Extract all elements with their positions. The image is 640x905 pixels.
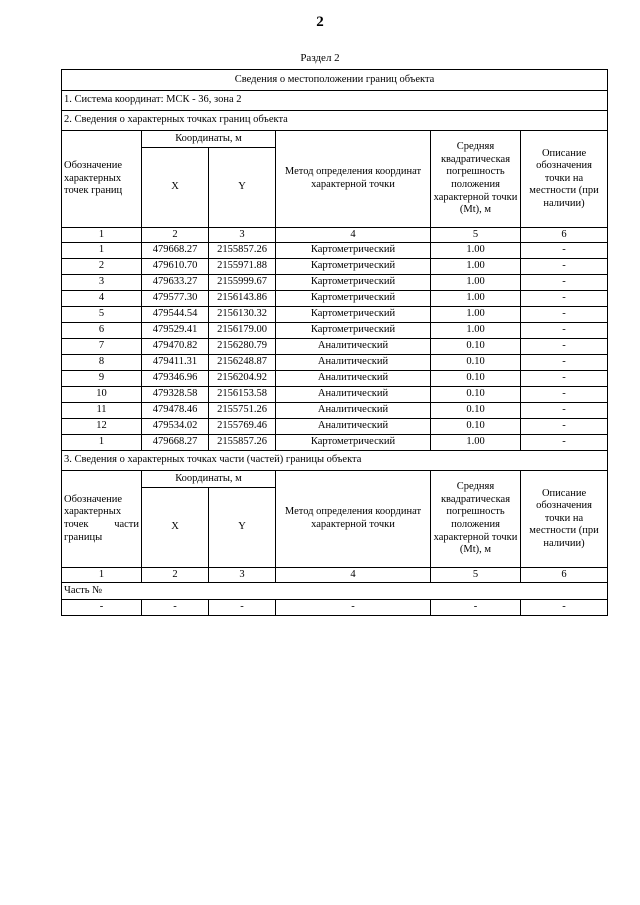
- description-cell: -: [521, 403, 608, 419]
- point-number-cell: -: [62, 600, 142, 616]
- table-row: [62, 403, 608, 419]
- point-number-cell: 7: [62, 339, 142, 355]
- column-number: 4: [276, 568, 431, 583]
- table-row: [62, 307, 608, 323]
- description-cell: -: [521, 355, 608, 371]
- error-cell: 1.00: [431, 275, 521, 291]
- method-cell: Картометрический: [276, 275, 431, 291]
- header-part-method: Метод определения координат характерной точки: [276, 471, 431, 568]
- column-number: 1: [62, 228, 142, 243]
- column-number: 2: [142, 228, 209, 243]
- description-cell: -: [521, 419, 608, 435]
- error-cell: 0.10: [431, 339, 521, 355]
- header-description: Описание обозначения точки на местности (при наличии): [521, 131, 608, 228]
- column-number: 2: [142, 568, 209, 583]
- error-cell: 0.10: [431, 419, 521, 435]
- point-number-cell: 3: [62, 275, 142, 291]
- description-cell: -: [521, 371, 608, 387]
- error-cell: 1.00: [431, 307, 521, 323]
- point-number-cell: 9: [62, 371, 142, 387]
- y-coordinate-cell: 2155769.46: [209, 419, 276, 435]
- column-number: 5: [431, 568, 521, 583]
- error-cell: 0.10: [431, 371, 521, 387]
- x-coordinate-cell: -: [142, 600, 209, 616]
- header-y: Y: [209, 148, 276, 228]
- page-number: 2: [316, 14, 324, 30]
- x-coordinate-cell: 479668.27: [142, 435, 209, 451]
- description-cell: -: [521, 600, 608, 616]
- error-cell: 0.10: [431, 355, 521, 371]
- y-coordinate-cell: 2156153.58: [209, 387, 276, 403]
- method-cell: Картометрический: [276, 259, 431, 275]
- column-number: 4: [276, 228, 431, 243]
- column-number: 6: [521, 228, 608, 243]
- description-cell: -: [521, 307, 608, 323]
- error-cell: 1.00: [431, 291, 521, 307]
- table-row: [62, 243, 608, 259]
- column-number: 3: [209, 228, 276, 243]
- method-cell: Аналитический: [276, 355, 431, 371]
- points-section-title: 2. Сведения о характерных точках границ объекта: [62, 111, 608, 131]
- x-coordinate-cell: 479328.58: [142, 387, 209, 403]
- column-number: 3: [209, 568, 276, 583]
- point-number-cell: 12: [62, 419, 142, 435]
- method-cell: Аналитический: [276, 403, 431, 419]
- description-cell: -: [521, 387, 608, 403]
- header-method: Метод определения координат характерной точки: [276, 131, 431, 228]
- boundaries-table: [61, 69, 608, 616]
- table-row: [62, 323, 608, 339]
- method-cell: Аналитический: [276, 387, 431, 403]
- x-coordinate-cell: 479411.31: [142, 355, 209, 371]
- table-row: [62, 435, 608, 451]
- x-coordinate-cell: 479577.30: [142, 291, 209, 307]
- method-cell: Картометрический: [276, 323, 431, 339]
- header-part-description: Описание обозначения точки на местности (при наличии): [521, 471, 608, 568]
- table-row: [62, 339, 608, 355]
- x-coordinate-cell: 479529.41: [142, 323, 209, 339]
- y-coordinate-cell: 2156143.86: [209, 291, 276, 307]
- y-coordinate-cell: 2156204.92: [209, 371, 276, 387]
- description-cell: -: [521, 259, 608, 275]
- column-number: 6: [521, 568, 608, 583]
- x-coordinate-cell: 479544.54: [142, 307, 209, 323]
- x-coordinate-cell: 479534.02: [142, 419, 209, 435]
- y-coordinate-cell: 2155971.88: [209, 259, 276, 275]
- y-coordinate-cell: 2156130.32: [209, 307, 276, 323]
- header-part-y: Y: [209, 488, 276, 568]
- x-coordinate-cell: 479610.70: [142, 259, 209, 275]
- section-label: Раздел 2: [300, 52, 340, 64]
- x-coordinate-cell: 479470.82: [142, 339, 209, 355]
- coordinate-system: 1. Система координат: МСК - 36, зона 2: [62, 91, 608, 111]
- part-number-label: Часть №: [62, 583, 608, 600]
- table-row: [62, 291, 608, 307]
- method-cell: Картометрический: [276, 307, 431, 323]
- point-number-cell: 8: [62, 355, 142, 371]
- method-cell: Картометрический: [276, 291, 431, 307]
- method-cell: Аналитический: [276, 339, 431, 355]
- point-number-cell: 1: [62, 435, 142, 451]
- description-cell: -: [521, 435, 608, 451]
- error-cell: 0.10: [431, 403, 521, 419]
- table-row: [62, 275, 608, 291]
- error-cell: 0.10: [431, 387, 521, 403]
- column-number: 5: [431, 228, 521, 243]
- description-cell: -: [521, 291, 608, 307]
- x-coordinate-cell: 479346.96: [142, 371, 209, 387]
- table-row: [62, 259, 608, 275]
- y-coordinate-cell: -: [209, 600, 276, 616]
- header-part-point-designation: Обозначение характерных точек части границы: [62, 471, 142, 568]
- y-coordinate-cell: 2155857.26: [209, 435, 276, 451]
- y-coordinate-cell: 2156280.79: [209, 339, 276, 355]
- point-number-cell: 11: [62, 403, 142, 419]
- error-cell: 1.00: [431, 243, 521, 259]
- y-coordinate-cell: 2155999.67: [209, 275, 276, 291]
- method-cell: Картометрический: [276, 435, 431, 451]
- point-number-cell: 4: [62, 291, 142, 307]
- description-cell: -: [521, 323, 608, 339]
- y-coordinate-cell: 2155751.26: [209, 403, 276, 419]
- point-number-cell: 2: [62, 259, 142, 275]
- header-part-x: X: [142, 488, 209, 568]
- point-number-cell: 5: [62, 307, 142, 323]
- column-numbers-row: [62, 228, 608, 243]
- method-cell: Аналитический: [276, 419, 431, 435]
- method-cell: Картометрический: [276, 243, 431, 259]
- table-title: Сведения о местоположении границ объекта: [62, 70, 608, 91]
- method-cell: Аналитический: [276, 371, 431, 387]
- error-cell: 1.00: [431, 435, 521, 451]
- table-row: [62, 600, 608, 616]
- table-row: [62, 419, 608, 435]
- table-row: [62, 387, 608, 403]
- table-row: [62, 371, 608, 387]
- header-point-designation: Обозначение характерных точек границ: [62, 131, 142, 228]
- part-rows: [62, 600, 608, 616]
- points-rows: [62, 243, 608, 451]
- header-x: X: [142, 148, 209, 228]
- point-number-cell: 6: [62, 323, 142, 339]
- method-cell: -: [276, 600, 431, 616]
- error-cell: 1.00: [431, 323, 521, 339]
- description-cell: -: [521, 339, 608, 355]
- header-error: Средняя квадратическая погрешность положения характерной точки (Mt), м: [431, 131, 521, 228]
- part-column-numbers-row: [62, 568, 608, 583]
- description-cell: -: [521, 275, 608, 291]
- part-section-title: 3. Сведения о характерных точках части (частей) границы объекта: [62, 451, 608, 471]
- x-coordinate-cell: 479633.27: [142, 275, 209, 291]
- y-coordinate-cell: 2156179.00: [209, 323, 276, 339]
- header-part-error: Средняя квадратическая погрешность положения характерной точки (Mt), м: [431, 471, 521, 568]
- column-number: 1: [62, 568, 142, 583]
- header-part-coordinates: Координаты, м: [142, 471, 276, 488]
- x-coordinate-cell: 479668.27: [142, 243, 209, 259]
- y-coordinate-cell: 2155857.26: [209, 243, 276, 259]
- error-cell: 1.00: [431, 259, 521, 275]
- header-coordinates: Координаты, м: [142, 131, 276, 148]
- table-row: [62, 355, 608, 371]
- error-cell: -: [431, 600, 521, 616]
- point-number-cell: 1: [62, 243, 142, 259]
- y-coordinate-cell: 2156248.87: [209, 355, 276, 371]
- x-coordinate-cell: 479478.46: [142, 403, 209, 419]
- description-cell: -: [521, 243, 608, 259]
- point-number-cell: 10: [62, 387, 142, 403]
